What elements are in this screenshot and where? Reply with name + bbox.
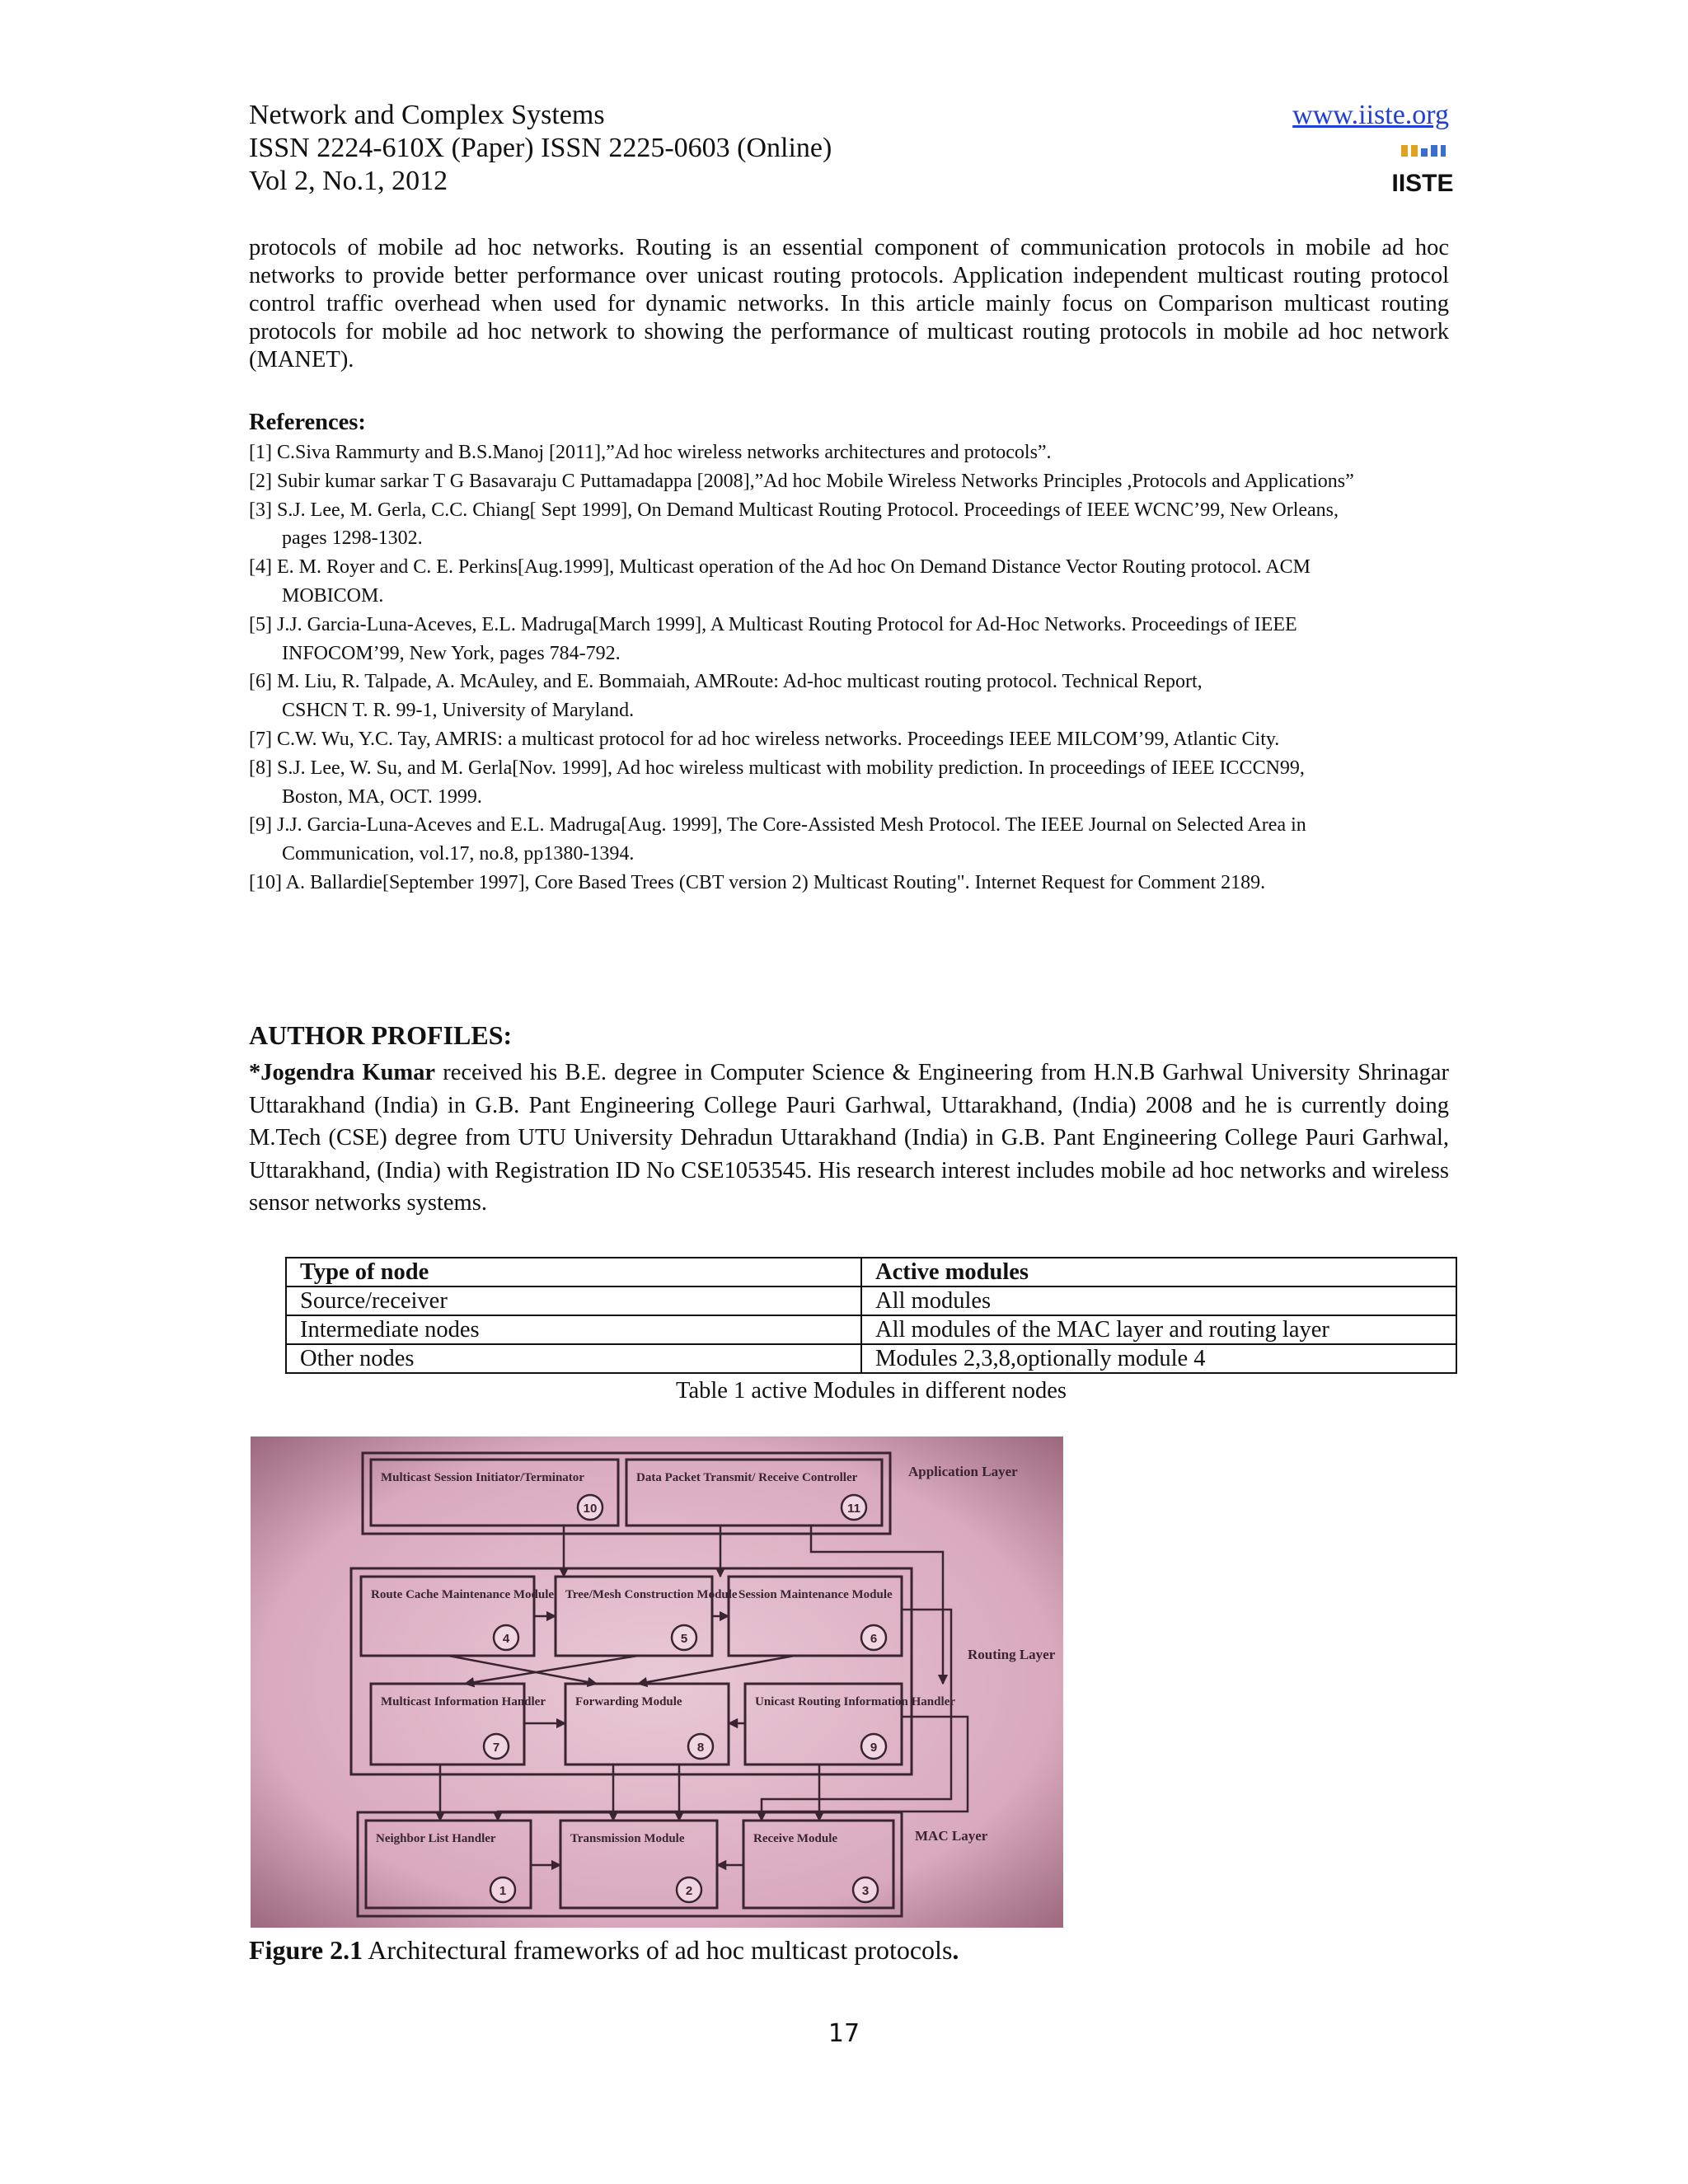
reference-item <box>249 467 1449 496</box>
layer-label: MAC Layer <box>915 1828 988 1844</box>
table-cell: Other nodes <box>286 1344 861 1373</box>
module-label: Transmission Module <box>570 1832 685 1845</box>
reference-item <box>249 611 1449 668</box>
module-number: 2 <box>685 1884 693 1898</box>
reference-text: [6] M. Liu, R. Talpade, A. McAuley, and E. Bommaiah, AMRoute: Ad-hoc multicast routing protocol. Technical Report, <box>249 671 1203 693</box>
architecture-figure <box>251 1436 1063 1928</box>
reference-item <box>249 811 1449 869</box>
reference-item <box>249 869 1449 898</box>
table-row <box>286 1315 1456 1344</box>
reference-continuation: INFOCOM’99, New York, pages 784-792. <box>282 642 621 664</box>
reference-text: [8] S.J. Lee, W. Su, and M. Gerla[Nov. 1999], Ad hoc wireless multicast with mobility prediction. In proceedings of IEEE ICCCN99, <box>249 757 1305 779</box>
reference-continuation: MOBICOM. <box>282 584 384 607</box>
module-number: 4 <box>502 1632 510 1646</box>
module-number: 3 <box>861 1884 870 1898</box>
reference-item <box>249 668 1449 725</box>
reference-item <box>249 553 1449 611</box>
layer-label: Routing Layer <box>968 1647 1056 1662</box>
intro-paragraph: protocols of mobile ad hoc networks. Routing is an essential component of communication protocols in mobile ad hoc networks to provide better performance over unicast routing protocols. Application independent multicast routing protocol control traffic overhead when used for dynamic networks. In this article mainly focus on Comparison multicast routing protocols for mobile ad hoc network to showing the performance of multicast routing protocols in mobile ad hoc network (MANET). <box>249 235 1449 373</box>
reference-text: [4] E. M. Royer and C. E. Perkins[Aug.1999], Multicast operation of the Ad hoc On Demand Distance Vector Routing protocol. ACM <box>249 556 1311 579</box>
reference-text: [2] Subir kumar sarkar T G Basavaraju C Puttamadappa [2008],”Ad hoc Mobile Wireless Networks Principles ,Protocols and Applications” <box>249 470 1354 492</box>
journal-url-link[interactable]: www.iiste.org <box>1292 100 1449 130</box>
author-name: *Jogendra Kumar <box>249 1060 436 1085</box>
page-number: 17 <box>828 2019 860 2048</box>
reference-text: [3] S.J. Lee, M. Gerla, C.C. Chiang[ Sept 1999], On Demand Multicast Routing Protocol. Proceedings of IEEE WCNC’99, New Orleans, <box>249 499 1339 521</box>
module-label: Data Packet Transmit/ Receive Controller <box>636 1471 858 1484</box>
references-list <box>249 438 1449 898</box>
reference-item <box>249 725 1449 754</box>
module-label: Unicast Routing Information Handler <box>755 1695 955 1708</box>
module-label: Tree/Mesh Construction Module <box>565 1588 738 1601</box>
reference-text: [9] J.J. Garcia-Luna-Aceves and E.L. Madruga[Aug. 1999], The Core-Assisted Mesh Protocol. The IEEE Journal on Selected Area in <box>249 814 1306 837</box>
reference-item <box>249 438 1449 467</box>
references-section <box>249 409 1449 898</box>
journal-header <box>249 99 1454 198</box>
reference-continuation: CSHCN T. R. 99-1, University of Maryland. <box>282 700 635 722</box>
figure-caption <box>249 1935 959 1966</box>
reference-text: [7] C.W. Wu, Y.C. Tay, AMRIS: a multicast protocol for ad hoc wireless networks. Proceedings IEEE MILCOM’99, Atlantic City. <box>249 728 1280 750</box>
module-label: Session Maintenance Module <box>738 1588 893 1601</box>
journal-issn: ISSN 2224-610X (Paper) ISSN 2225-0603 (Online) <box>249 133 832 163</box>
module-number: 9 <box>870 1741 878 1755</box>
table-cell: Intermediate nodes <box>286 1315 861 1344</box>
table-header-row <box>286 1258 1456 1286</box>
module-number: 8 <box>696 1741 705 1755</box>
journal-title: Network and Complex Systems <box>249 100 605 130</box>
table-header-cell: Type of node <box>286 1258 861 1286</box>
module-number: 11 <box>847 1502 860 1516</box>
module-label: Neighbor List Handler <box>376 1832 496 1845</box>
table-cell: Modules 2,3,8,optionally module 4 <box>861 1344 1456 1373</box>
references-heading: References: <box>249 410 366 435</box>
author-profile-paragraph <box>249 1057 1449 1220</box>
journal-volume: Vol 2, No.1, 2012 <box>249 166 448 196</box>
reference-text: [1] C.Siva Rammurty and B.S.Manoj [2011],”Ad hoc wireless networks architectures and protocols”. <box>249 442 1052 463</box>
author-profiles-heading: AUTHOR PROFILES: <box>249 1020 513 1050</box>
table-header-cell: Active modules <box>861 1258 1456 1286</box>
reference-text: [10] A. Ballardie[September 1997], Core Based Trees (CBT version 2) Multicast Routing". Internet Request for Comment 2189. <box>249 871 1266 893</box>
reference-continuation: Communication, vol.17, no.8, pp1380-1394. <box>282 843 635 865</box>
module-label: Forwarding Module <box>575 1695 682 1708</box>
active-modules-table <box>285 1257 1457 1374</box>
table-cell: All modules of the MAC layer and routing layer <box>861 1315 1456 1344</box>
module-label: Receive Module <box>753 1832 838 1845</box>
module-number: 10 <box>583 1502 598 1516</box>
figure-background <box>251 1436 1063 1928</box>
reference-continuation: Boston, MA, OCT. 1999. <box>282 785 482 808</box>
module-number: 1 <box>499 1884 507 1898</box>
reference-continuation: pages 1298-1302. <box>282 527 423 550</box>
module-label: Multicast Information Handler <box>381 1695 546 1708</box>
iiste-logo <box>1391 142 1454 197</box>
reference-item <box>249 496 1449 554</box>
svg-text:IISTE: IISTE <box>1391 170 1454 197</box>
table-row <box>286 1286 1456 1315</box>
figure-caption-text: Architectural frameworks of ad hoc multicast protocols <box>363 1935 953 1965</box>
module-number: 7 <box>492 1741 500 1755</box>
author-bio: received his B.E. degree in Computer Science & Engineering from H.N.B Garhwal University Shrinagar Uttarakhand (India) in G.B. Pant Engineering College Pauri Garhwal, Uttarakhand, (India) 2008 and he is currently doing M.Tech (CSE) degree from UTU University Dehradun Uttarakhand (India) in G.B. Pant Engineering College Pauri Garhwal, Uttarakhand, (India) with Registration ID No CSE1053545. His research interest includes mobile ad hoc networks and wireless sensor networks systems. <box>249 1060 1449 1216</box>
table-caption: Table 1 active Modules in different nodes <box>676 1378 1067 1404</box>
table-cell: Source/receiver <box>286 1286 861 1315</box>
module-number: 6 <box>870 1632 878 1646</box>
layer-label: Application Layer <box>908 1464 1018 1479</box>
figure-caption-number: Figure 2.1 <box>249 1935 363 1965</box>
figure-caption-end: . <box>952 1935 959 1965</box>
table-row <box>286 1344 1456 1373</box>
reference-item <box>249 754 1449 812</box>
module-number: 5 <box>680 1632 688 1646</box>
module-label: Route Cache Maintenance Module <box>371 1588 555 1601</box>
table-cell: All modules <box>861 1286 1456 1315</box>
module-label: Multicast Session Initiator/Terminator <box>381 1471 584 1484</box>
reference-text: [5] J.J. Garcia-Luna-Aceves, E.L. Madruga[March 1999], A Multicast Routing Protocol for Ad-Hoc Networks. Proceedings of IEEE <box>249 613 1297 635</box>
